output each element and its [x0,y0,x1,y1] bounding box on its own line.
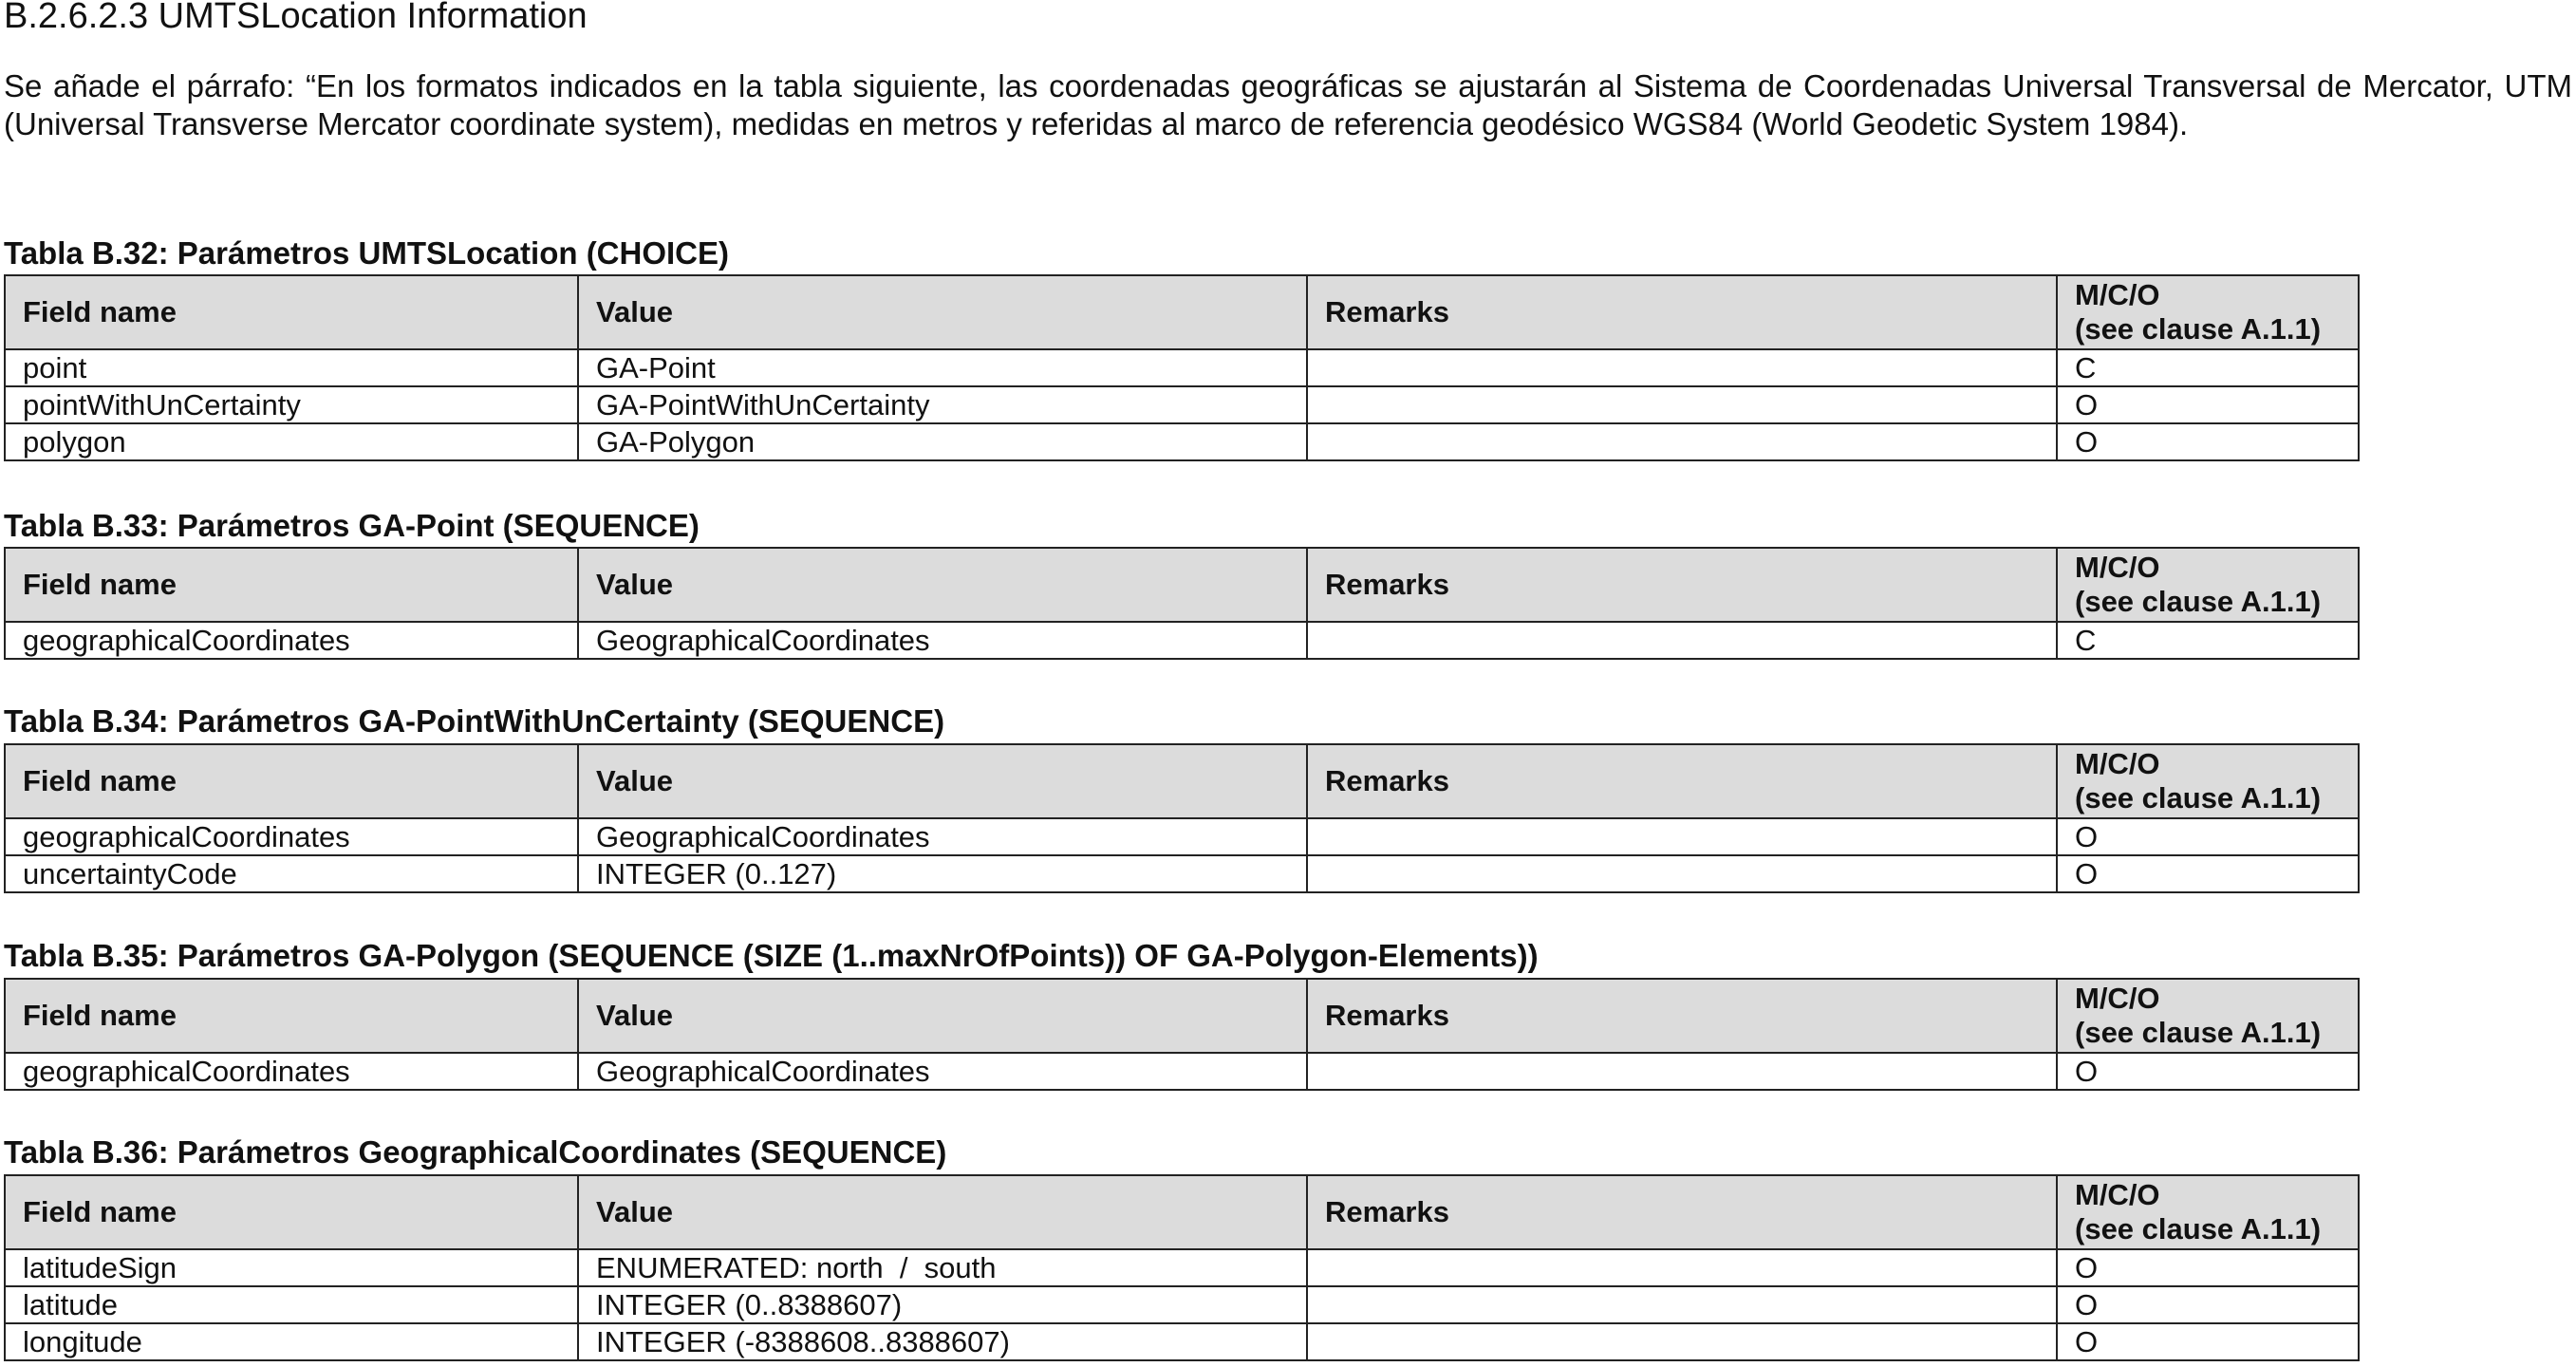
header-value: Value [578,744,1307,818]
table-caption: Tabla B.36: Parámetros GeographicalCoordinates (SEQUENCE) [4,1134,947,1170]
cell-remarks [1307,423,2057,460]
header-mco-line2: (see clause A.1.1) [2075,781,2322,815]
header-field-name: Field name [5,979,578,1053]
cell-value: GA-Polygon [578,423,1307,460]
header-value: Value [578,548,1307,622]
table-row [5,423,2359,460]
table-row [5,818,2359,855]
cell-mco: O [2057,423,2359,460]
header-remarks: Remarks [1307,275,2057,349]
table-row [5,855,2359,892]
header-mco-line1: M/C/O [2075,278,2160,311]
cell-value: GA-PointWithUnCertainty [578,386,1307,423]
table-row [5,386,2359,423]
cell-remarks [1307,622,2057,659]
cell-mco: O [2057,1249,2359,1286]
section-heading: B.2.6.2.3 UMTSLocation Information [4,0,588,36]
header-mco-line2: (see clause A.1.1) [2075,1016,2322,1049]
cell-field-name: geographicalCoordinates [5,1053,578,1090]
table-row [5,1323,2359,1360]
header-mco-line1: M/C/O [2075,551,2160,584]
cell-mco: O [2057,1053,2359,1090]
cell-field-name: pointWithUnCertainty [5,386,578,423]
cell-value: ENUMERATED: north / south [578,1249,1307,1286]
table-header-row [5,548,2359,622]
parameter-table [4,978,2360,1091]
table-caption: Tabla B.32: Parámetros UMTSLocation (CHOICE) [4,235,730,271]
parameter-table [4,743,2360,893]
header-remarks: Remarks [1307,744,2057,818]
cell-remarks [1307,1323,2057,1360]
parameter-table [4,1174,2360,1361]
header-mco-line2: (see clause A.1.1) [2075,312,2322,346]
header-field-name: Field name [5,275,578,349]
intro-paragraph: Se añade el párrafo: “En los formatos indicados en la tabla siguiente, las coordenadas geográficas se ajustarán al Sistema de Coordenadas Universal Transversal de Mercator, UTM (Universal Transverse Mercator coordinate system), medidas en metros y referidas al marco de referencia geodésico WGS84 (World Geodetic System 1984). [4,68,2572,141]
cell-value: INTEGER (-8388608..8388607) [578,1323,1307,1360]
table-header-row [5,979,2359,1053]
cell-field-name: uncertaintyCode [5,855,578,892]
header-mco-line1: M/C/O [2075,747,2160,780]
cell-value: INTEGER (0..127) [578,855,1307,892]
cell-value: GeographicalCoordinates [578,1053,1307,1090]
cell-remarks [1307,855,2057,892]
cell-mco: O [2057,855,2359,892]
table-row [5,1053,2359,1090]
header-field-name: Field name [5,1175,578,1249]
cell-remarks [1307,818,2057,855]
header-field-name: Field name [5,548,578,622]
cell-field-name: longitude [5,1323,578,1360]
cell-field-name: geographicalCoordinates [5,622,578,659]
table-caption: Tabla B.35: Parámetros GA-Polygon (SEQUENCE (SIZE (1..maxNrOfPoints)) OF GA-Polygon-Elements)) [4,938,1539,973]
header-mco-line2: (see clause A.1.1) [2075,585,2322,618]
header-mco [2057,979,2359,1053]
table-row [5,1286,2359,1323]
cell-mco: O [2057,818,2359,855]
cell-value: GA-Point [578,349,1307,386]
table-header-row [5,744,2359,818]
cell-field-name: point [5,349,578,386]
header-remarks: Remarks [1307,1175,2057,1249]
cell-field-name: latitudeSign [5,1249,578,1286]
table-row [5,349,2359,386]
header-remarks: Remarks [1307,979,2057,1053]
cell-field-name: geographicalCoordinates [5,818,578,855]
cell-mco: O [2057,1286,2359,1323]
table-row [5,622,2359,659]
cell-value: INTEGER (0..8388607) [578,1286,1307,1323]
table-header-row [5,275,2359,349]
header-mco-line2: (see clause A.1.1) [2075,1212,2322,1245]
header-value: Value [578,275,1307,349]
header-mco [2057,275,2359,349]
header-value: Value [578,979,1307,1053]
header-field-name: Field name [5,744,578,818]
cell-field-name: latitude [5,1286,578,1323]
cell-remarks [1307,349,2057,386]
cell-mco: O [2057,386,2359,423]
cell-mco: C [2057,622,2359,659]
parameter-table [4,547,2360,660]
table-caption: Tabla B.34: Parámetros GA-PointWithUnCertainty (SEQUENCE) [4,703,945,739]
header-mco [2057,548,2359,622]
cell-value: GeographicalCoordinates [578,622,1307,659]
cell-remarks [1307,1286,2057,1323]
cell-field-name: polygon [5,423,578,460]
cell-mco: C [2057,349,2359,386]
header-mco [2057,744,2359,818]
table-caption: Tabla B.33: Parámetros GA-Point (SEQUENCE) [4,508,700,543]
cell-value: GeographicalCoordinates [578,818,1307,855]
cell-remarks [1307,1053,2057,1090]
cell-remarks [1307,1249,2057,1286]
header-value: Value [578,1175,1307,1249]
table-row [5,1249,2359,1286]
parameter-table [4,274,2360,461]
cell-mco: O [2057,1323,2359,1360]
table-header-row [5,1175,2359,1249]
cell-remarks [1307,386,2057,423]
header-remarks: Remarks [1307,548,2057,622]
header-mco-line1: M/C/O [2075,982,2160,1015]
header-mco-line1: M/C/O [2075,1178,2160,1211]
header-mco [2057,1175,2359,1249]
